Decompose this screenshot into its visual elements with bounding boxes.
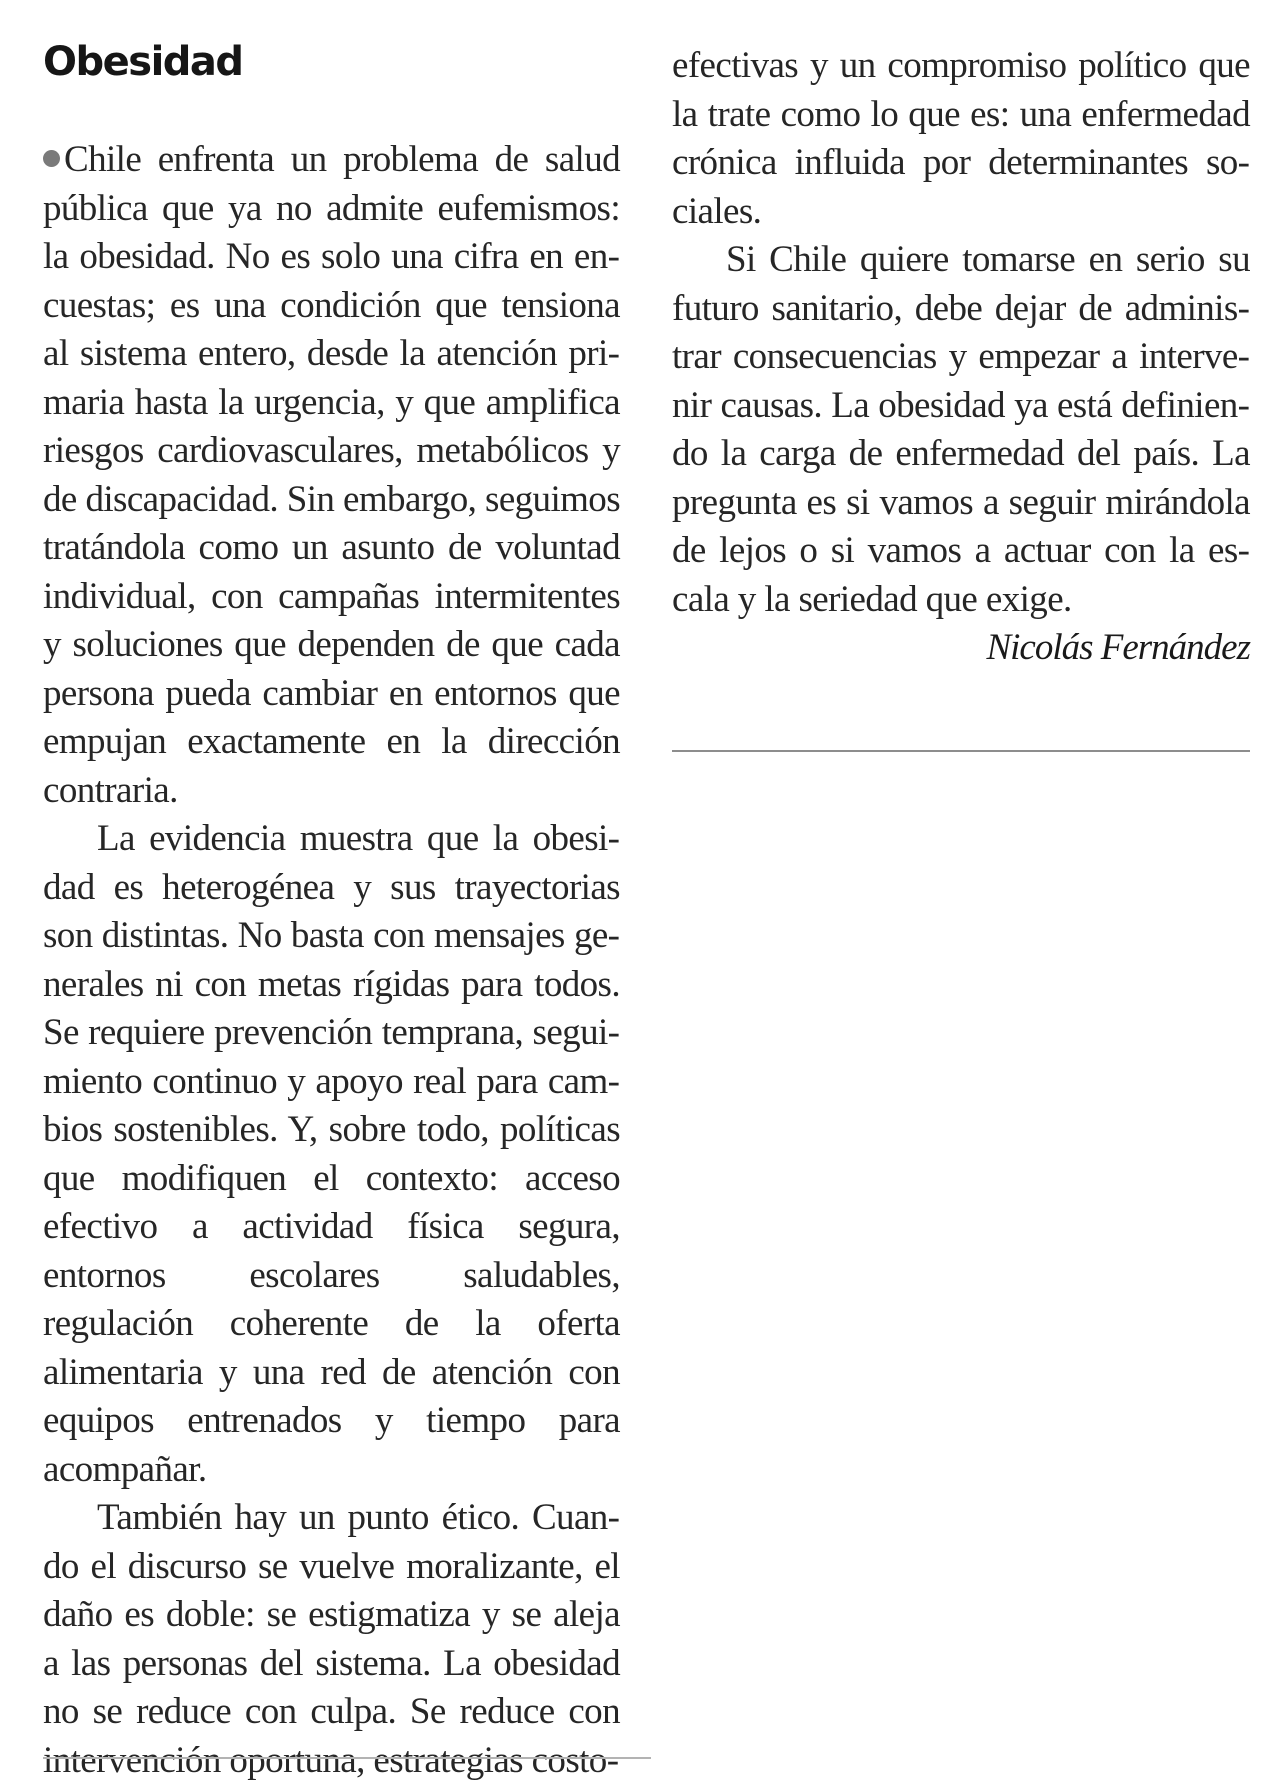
author-signature: Nicolás Fernández [986,627,1250,668]
left-column [43,136,620,1785]
paragraph-1 [43,136,620,815]
article-title: Obesidad [43,39,243,85]
paragraph-4: Si Chile quiere tomarse en serio su futuro sanitario, debe dejar de administrar consecuencias y empezar a intervenir causas. La obesidad ya está definiendo la carga de enfermedad del país. La pregunta es si vamos a seguir mirándola de lejos o si vamos a actuar con la escala y la seriedad que exige. [672,239,1250,620]
paragraph-3-part-1: También hay un punto ético. Cuando el discurso se vuelve moralizante, el daño es doble: se estigmatiza y se aleja a las personas del sistema. La obesidad no se reduce con culpa. Se reduce con intervención oportuna, estrategias costo- [43,1497,620,1781]
paragraph-3-part-2: efectivas y un compromiso político que la trate como lo que es: una enfermedad crónica influida por determinantes sociales. [672,45,1250,232]
bottom-divider [43,1757,651,1759]
paragraph-2: La evidencia muestra que la obesidad es heterogénea y sus trayectorias son distintas. No basta con mensajes generales ni con metas rígidas para todos. Se requiere prevención temprana, seguimiento continuo y apoyo real para cambios sostenibles. Y, sobre todo, políticas que modifiquen el contexto: acceso efectivo a actividad física segura, entornos escolares saludables, regulación coherente de la oferta alimentaria y una red de atención con equipos entrenados y tiempo para acompañar. [43,818,620,1490]
paragraph-1-text: Chile enfrenta un problema de salud pública que ya no admite eufemismos: la obesidad. No es solo una cifra en encuestas; es una condición que tensiona al sistema entero, desde la atención primaria hasta la urgencia, y que amplifica riesgos cardiovasculares, metabólicos y de discapacidad. Sin embargo, seguimos tratándola como un asunto de voluntad individual, con campañas intermitentes y soluciones que dependen de que cada persona pueda cambiar en entornos que empujan exactamente en la dirección contraria. [43,139,620,811]
column-end-divider [672,750,1250,752]
bullet-icon [43,150,60,167]
right-column [672,42,1250,673]
